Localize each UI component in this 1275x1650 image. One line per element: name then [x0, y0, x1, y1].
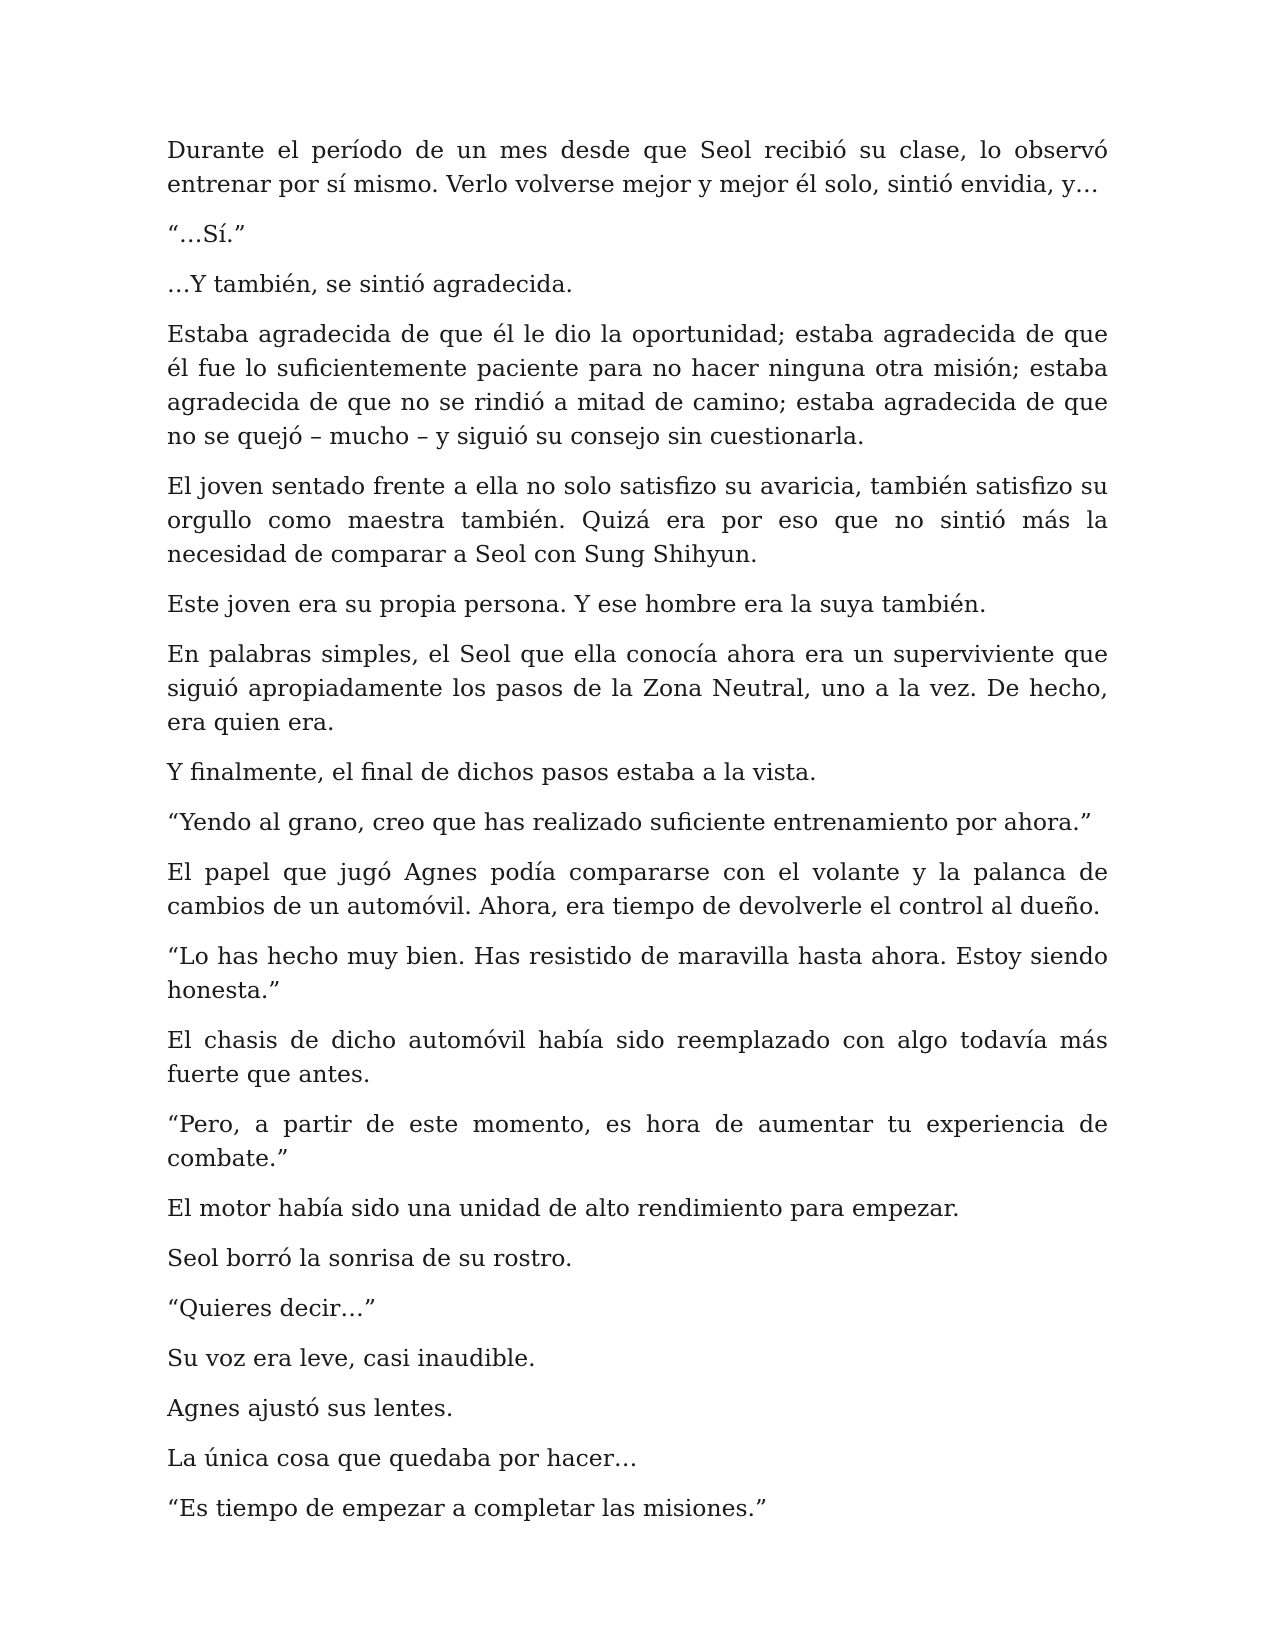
paragraph: El motor había sido una unidad de alto rendimiento para empezar.	[167, 1194, 960, 1222]
paragraph: Durante el período de un mes desde que Seol recibió su clase, lo observó entrenar por sí mismo. Verlo volverse mejor y mejor él solo, sintió envidia, y…	[167, 136, 1108, 198]
paragraph: “Lo has hecho muy bien. Has resistido de maravilla hasta ahora. Estoy siendo honesta.”	[167, 942, 1108, 1004]
document-page	[167, 133, 1108, 1541]
paragraph: Agnes ajustó sus lentes.	[167, 1394, 454, 1422]
paragraph: En palabras simples, el Seol que ella conocía ahora era un superviviente que siguió apropiadamente los pasos de la Zona Neutral, uno a la vez. De hecho, era quien era.	[167, 640, 1108, 736]
paragraph: “Pero, a partir de este momento, es hora de aumentar tu experiencia de combate.”	[167, 1110, 1108, 1172]
paragraph: Seol borró la sonrisa de su rostro.	[167, 1244, 573, 1272]
paragraph: Estaba agradecida de que él le dio la oportunidad; estaba agradecida de que él fue lo suficientemente paciente para no hacer ninguna otra misión; estaba agradecida de que no se rindió a mitad de camino; estaba agradecida de que no se quejó – mucho – y siguió su consejo sin cuestionarla.	[167, 320, 1108, 450]
paragraph: Su voz era leve, casi inaudible.	[167, 1344, 536, 1372]
paragraph: El papel que jugó Agnes podía compararse con el volante y la palanca de cambios de un automóvil. Ahora, era tiempo de devolverle el control al dueño.	[167, 858, 1108, 920]
paragraph: …Y también, se sintió agradecida.	[167, 270, 573, 298]
paragraph: “Es tiempo de empezar a completar las misiones.”	[167, 1494, 768, 1522]
paragraph: “…Sí.”	[167, 220, 246, 248]
paragraph: El joven sentado frente a ella no solo satisfizo su avaricia, también satisfizo su orgullo como maestra también. Quizá era por eso que no sintió más la necesidad de comparar a Seol con Sung Shihyun.	[167, 472, 1108, 568]
paragraph: “Quieres decir…”	[167, 1294, 376, 1322]
paragraph: Este joven era su propia persona. Y ese hombre era la suya también.	[167, 590, 987, 618]
paragraph: El chasis de dicho automóvil había sido reemplazado con algo todavía más fuerte que antes.	[167, 1026, 1108, 1088]
paragraph: La única cosa que quedaba por hacer…	[167, 1444, 638, 1472]
paragraph: Y finalmente, el final de dichos pasos estaba a la vista.	[167, 758, 817, 786]
paragraph: “Yendo al grano, creo que has realizado suficiente entrenamiento por ahora.”	[167, 808, 1092, 836]
